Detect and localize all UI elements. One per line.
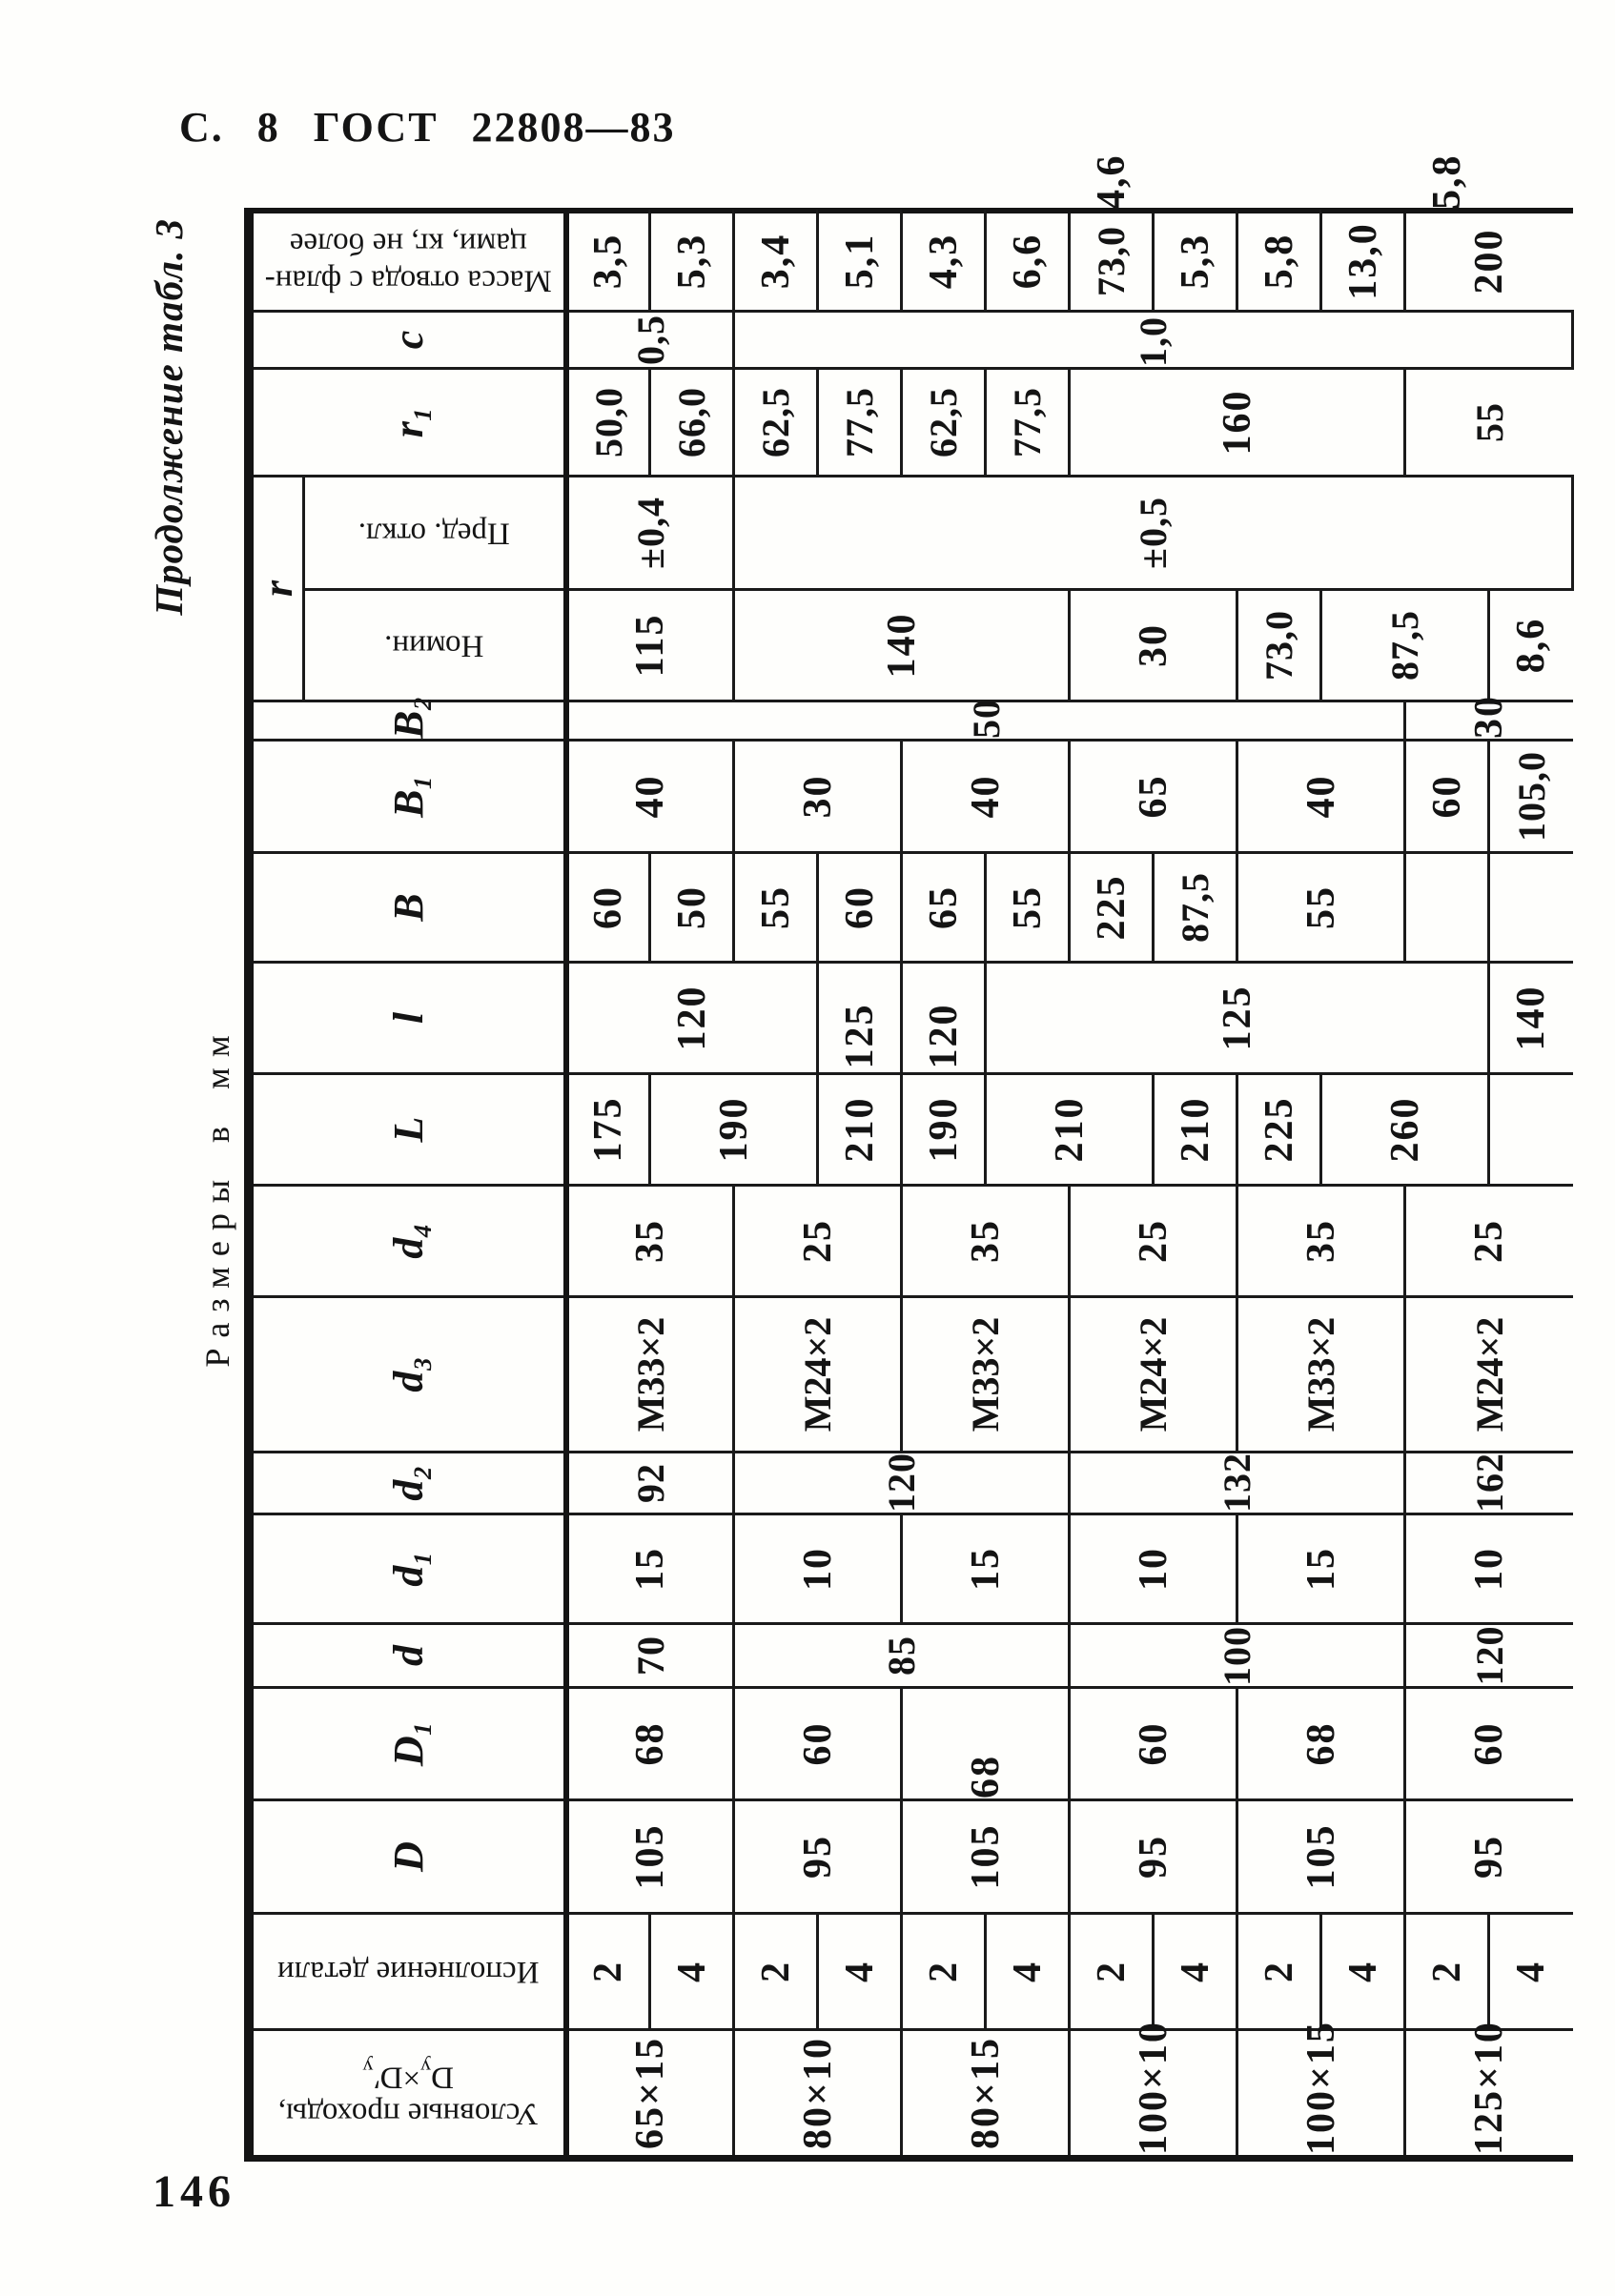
cell-B: 60: [566, 853, 650, 963]
cell-cond: 100×10: [1070, 2030, 1237, 2159]
col-header-r1: r₁: [249, 369, 566, 477]
cell-l: 125: [818, 963, 902, 1074]
cell-cond: 100×15: [1237, 2030, 1405, 2159]
cell-D: 95: [1070, 1800, 1237, 1914]
cell-r1: 87,5: [1321, 590, 1489, 701]
dimensions-table: [244, 153, 1574, 2163]
row-80x10-2: [734, 212, 818, 2159]
col-header-r-group: r: [249, 477, 304, 701]
cell-r1: 105,0: [1489, 741, 1573, 853]
cell-B: 65: [902, 853, 986, 963]
cell-r-nominal: 140: [734, 590, 1070, 701]
cell-D1: 60: [1070, 1688, 1237, 1800]
cell-exec: 2: [1405, 1914, 1489, 2030]
cell-exec: 2: [566, 1914, 650, 2030]
page-header: С. 8 ГОСТ 22808—83: [179, 104, 676, 151]
page-number: 146: [153, 2166, 235, 2217]
cell-cond: 65×15: [566, 2030, 734, 2159]
cell-d1: 15: [902, 1514, 1070, 1624]
cell-exec: 4: [1154, 1914, 1237, 2030]
cell-d4: 25: [1070, 1186, 1237, 1297]
cell-mass: 4,3: [902, 212, 986, 312]
col-header-d1: d₁: [249, 1514, 566, 1624]
cell-mass: 8,6: [1489, 590, 1573, 701]
cell-L: [1405, 853, 1489, 963]
cell-L: 225: [1237, 1074, 1321, 1186]
cell-cond: 80×10: [734, 2030, 902, 2159]
col-header-L: L: [249, 1074, 566, 1186]
row-125x10-2: 125×10 2 95 60 120 10 162 М24×2 25 60 30 55 200 5,8: [1405, 212, 1489, 2159]
cell-D: 95: [734, 1800, 902, 1914]
cell-c: 0,5: [566, 312, 734, 369]
cell-r-deviation: ±0,4: [566, 477, 734, 590]
cell-d3: М33×2: [902, 1297, 1070, 1453]
cell-r1: 62,5: [902, 369, 986, 477]
cell-r-nominal: 115: [566, 590, 734, 701]
cell-L: [1489, 1074, 1573, 1186]
cell-B1: 40: [902, 741, 1070, 853]
col-header-mass: Масса отвода с флан- цами, кг, не более: [249, 212, 566, 312]
cell-D: 105: [902, 1800, 1070, 1914]
col-header-conditional-pass: Условные проходы, $D_у\times D'_у$: [249, 2030, 566, 2159]
cell-exec: 2: [1237, 1914, 1321, 2030]
col-header-D1: D₁: [249, 1688, 566, 1800]
cell-d1: 10: [1405, 1514, 1573, 1624]
cell-d: 85: [734, 1624, 1070, 1688]
cell-B: 60: [818, 853, 902, 963]
cell-r-nominal: 160: [1070, 369, 1405, 477]
cell-mass: 5,8: [1237, 212, 1321, 312]
cell-d4: 25: [1405, 1186, 1573, 1297]
col-header-r-deviation: Пред. откл.: [304, 477, 566, 590]
col-header-B2: B₂: [249, 701, 566, 741]
cell-d1: 15: [1237, 1514, 1405, 1624]
cell-r1: 87,5: [1154, 853, 1237, 963]
cell-c: 1,0: [734, 312, 1573, 369]
cell-exec: 2: [734, 1914, 818, 2030]
cell-d4: 35: [902, 1186, 1070, 1297]
cell-cond: 80×15: [902, 2030, 1070, 2159]
cell-L: 190: [902, 1074, 986, 1186]
cell-B1: 30: [1405, 701, 1573, 741]
cell-exec: 4: [650, 1914, 734, 2030]
row-65x15-2: [566, 212, 650, 2159]
cell-l: 125: [986, 963, 1489, 1074]
cell-B: 55: [1237, 853, 1405, 963]
cell-B: 55: [734, 853, 818, 963]
cell-r1: 62,5: [734, 369, 818, 477]
col-header-B1: B₁: [249, 741, 566, 853]
col-header-r-nominal: Номин.: [304, 590, 566, 701]
col-header-D: D: [249, 1800, 566, 1914]
cell-d3: М24×2: [1405, 1297, 1573, 1453]
cell-D: 105: [566, 1800, 734, 1914]
cell-d: 70: [566, 1624, 734, 1688]
cell-exec: 4: [1321, 1914, 1405, 2030]
col-header-d2: d₂: [249, 1453, 566, 1514]
cell-d4: 25: [734, 1186, 902, 1297]
cell-B2: 55: [1405, 369, 1573, 477]
cell-B: 50: [650, 853, 734, 963]
cell-mass: 5,1: [818, 212, 902, 312]
cell-L: 260: [1321, 1074, 1489, 1186]
col-header-d3: d₃: [249, 1297, 566, 1453]
cell-L: 210: [986, 1074, 1154, 1186]
cell-cond: 125×10: [1405, 2030, 1573, 2159]
cell-d4: 35: [1237, 1186, 1405, 1297]
cell-exec: 4: [986, 1914, 1070, 2030]
cell-d3: М24×2: [734, 1297, 902, 1453]
cell-d2: 92: [566, 1453, 734, 1514]
cell-r-deviation: ±0,5: [734, 477, 1573, 590]
cell-d4: 35: [566, 1186, 734, 1297]
cell-L: 175: [566, 1074, 650, 1186]
cell-D1: 68: [1237, 1688, 1405, 1800]
cell-B: 55: [986, 853, 1070, 963]
cell-d1: 15: [566, 1514, 734, 1624]
cell-B2: 50: [566, 701, 1405, 741]
cell-d: 120: [1405, 1624, 1573, 1688]
cell-L: 190: [650, 1074, 818, 1186]
cell-exec: 2: [1070, 1914, 1154, 2030]
col-header-c: c: [249, 312, 566, 369]
cell-D1: 68: [902, 1688, 1070, 1800]
cell-D1: 60: [734, 1688, 902, 1800]
cell-L: 210: [1154, 1074, 1237, 1186]
cell-d2: 132: [1070, 1453, 1405, 1514]
cell-d: 100: [1070, 1624, 1405, 1688]
col-header-execution: Исполнение детали: [249, 1914, 566, 2030]
cell-mass: 5,3: [1154, 212, 1237, 312]
cell-L: 210: [818, 1074, 902, 1186]
cell-mass: 3,5: [566, 212, 650, 312]
rotated-table-block: [143, 153, 1583, 2178]
cell-exec: 4: [818, 1914, 902, 2030]
cell-B: [1489, 853, 1573, 963]
cell-d1: 10: [1070, 1514, 1237, 1624]
cell-d2: 120: [734, 1453, 1070, 1514]
col-header-d4: d₄: [249, 1186, 566, 1297]
cell-mass: 6,6: [986, 212, 1070, 312]
cell-D: 95: [1405, 1800, 1573, 1914]
cell-B: 65: [1070, 741, 1237, 853]
col-header-l: l: [249, 963, 566, 1074]
cell-B: 60: [1405, 741, 1489, 853]
cell-exec: 4: [1489, 1914, 1573, 2030]
cell-D1: 68: [566, 1688, 734, 1800]
cell-r1: 73,0: [1237, 590, 1321, 701]
cell-mass: 3,4: [734, 212, 818, 312]
caption-dimensions-mm: Размеры в мм: [198, 1025, 236, 1368]
cell-r1: 77,5: [986, 369, 1070, 477]
cell-d1: 10: [734, 1514, 902, 1624]
cell-l: 120: [902, 963, 986, 1074]
cell-d3: М33×2: [1237, 1297, 1405, 1453]
cell-d3: М33×2: [566, 1297, 734, 1453]
cell-l: 120: [566, 963, 818, 1074]
col-header-d: d: [249, 1624, 566, 1688]
cell-L: 225: [1070, 853, 1154, 963]
cell-r1: 73,0: [1070, 212, 1154, 312]
caption-table-continuation: Продолжение табл. 3: [147, 218, 191, 616]
cell-B1: 40: [566, 741, 734, 853]
cell-d2: 162: [1405, 1453, 1573, 1514]
row-100x10-2: 100×10 2 95 60 100 10 132 М24×2 25 225 65 30 160 73,0 4,6: [1070, 212, 1154, 2159]
cell-mass: 5,3: [650, 212, 734, 312]
cell-B1: 30: [734, 741, 902, 853]
cell-exec: 2: [902, 1914, 986, 2030]
cell-B1: 30: [1070, 590, 1237, 701]
cell-l: 140: [1489, 963, 1573, 1074]
cell-d3: М24×2: [1070, 1297, 1237, 1453]
cell-B1: 40: [1237, 741, 1405, 853]
cell-mass: 13,0: [1321, 212, 1405, 312]
cell-r1: 66,0: [650, 369, 734, 477]
cell-D1: 60: [1405, 1688, 1573, 1800]
cell-r1: 50,0: [566, 369, 650, 477]
cell-D: 105: [1237, 1800, 1405, 1914]
cell-r1: 77,5: [818, 369, 902, 477]
cell-r-nominal: 200: [1405, 212, 1573, 312]
col-header-B: B: [249, 853, 566, 963]
